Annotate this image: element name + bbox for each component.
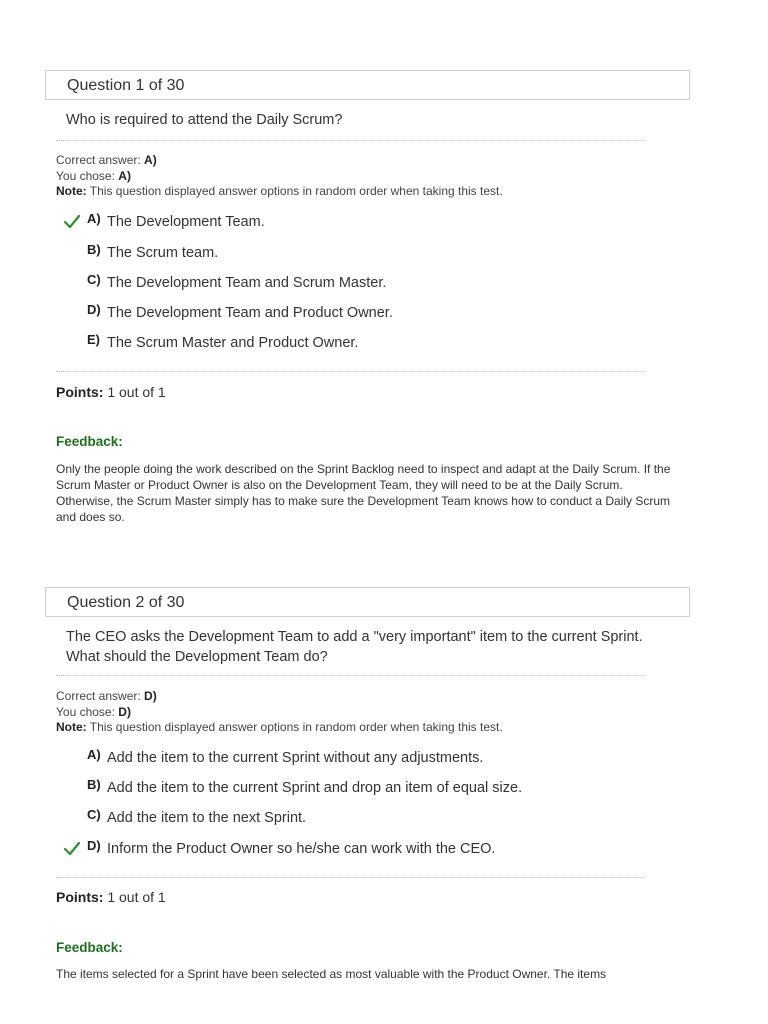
feedback-text: The items selected for a Sprint have been selected as most valuable with the Product Owner. The items xyxy=(56,967,607,981)
points-score xyxy=(56,889,166,905)
answer-summary xyxy=(56,689,503,736)
question-header xyxy=(45,587,690,617)
correct-answer-value: A) xyxy=(144,153,157,167)
option-text: The Development Team and Product Owner. xyxy=(107,305,393,321)
option-text: The Scrum team. xyxy=(107,245,219,261)
points-value: 1 out of 1 xyxy=(107,889,166,905)
checkmark-icon xyxy=(63,840,81,858)
points-label: Points: xyxy=(56,384,104,400)
answer-option-d xyxy=(0,838,700,862)
feedback-heading: Feedback: xyxy=(56,434,123,449)
option-letter: B) xyxy=(87,777,101,792)
question-title: Question 1 of 30 xyxy=(67,77,185,94)
option-text: Add the item to the current Sprint without any adjustments. xyxy=(107,750,484,766)
divider xyxy=(56,140,644,141)
you-chose-value: D) xyxy=(118,704,131,719)
divider xyxy=(56,877,644,878)
answer-option-c xyxy=(0,272,700,296)
option-text: Inform the Product Owner so he/she can work with the CEO. xyxy=(107,841,496,857)
option-letter: E) xyxy=(87,332,100,347)
option-letter: A) xyxy=(87,747,101,762)
note-label: Note: xyxy=(56,720,87,734)
option-text: Add the item to the current Sprint and drop an item of equal size. xyxy=(107,780,523,796)
option-letter: D) xyxy=(87,838,101,853)
question-header xyxy=(45,70,690,100)
you-chose-value: A) xyxy=(118,168,131,183)
answer-option-d xyxy=(0,302,700,326)
option-text: The Scrum Master and Product Owner. xyxy=(107,335,359,351)
checkmark-icon xyxy=(63,213,81,231)
option-text: Add the item to the next Sprint. xyxy=(107,810,307,826)
divider xyxy=(56,371,644,372)
option-letter: C) xyxy=(87,272,101,287)
option-letter: A) xyxy=(87,211,101,226)
question-text: The CEO asks the Development Team to add a "very important" item to the current Sprint. What should the Development Team do? xyxy=(66,629,643,665)
you-chose-label: You chose: xyxy=(56,168,115,183)
answer-option-c xyxy=(0,807,700,831)
question-text: Who is required to attend the Daily Scrum? xyxy=(66,112,343,128)
answer-summary xyxy=(56,153,503,200)
feedback-heading: Feedback: xyxy=(56,940,123,955)
option-letter: B) xyxy=(87,242,101,257)
option-letter: D) xyxy=(87,302,101,317)
points-label: Points: xyxy=(56,889,104,905)
answer-option-e xyxy=(0,332,700,356)
feedback-text: Only the people doing the work described on the Sprint Backlog need to inspect and adapt at the Daily Scrum. If the Scrum Master or Product Owner is also on the Development Team, they will need to be at the Daily Scrum. Otherwise, the Scrum Master simply has to make sure the Development Team knows how to conduct a Daily Scrum and does so. xyxy=(56,462,671,524)
option-letter: C) xyxy=(87,807,101,822)
note-text: This question displayed answer options in random order when taking this test. xyxy=(89,720,503,734)
question-title: Question 2 of 30 xyxy=(67,594,185,611)
points-score xyxy=(56,384,166,400)
answer-option-b xyxy=(0,777,700,801)
correct-answer-label: Correct answer: xyxy=(56,689,141,703)
divider xyxy=(56,675,644,676)
points-value: 1 out of 1 xyxy=(107,384,166,400)
option-text: The Development Team and Scrum Master. xyxy=(107,275,387,291)
answer-option-a xyxy=(0,747,700,771)
answer-option-a xyxy=(0,211,700,235)
option-text: The Development Team. xyxy=(107,214,265,230)
note-label: Note: xyxy=(56,184,87,198)
answer-option-b xyxy=(0,242,700,266)
note-text: This question displayed answer options in random order when taking this test. xyxy=(89,184,503,198)
correct-answer-value: D) xyxy=(144,689,157,703)
you-chose-label: You chose: xyxy=(56,704,115,719)
correct-answer-label: Correct answer: xyxy=(56,153,141,167)
